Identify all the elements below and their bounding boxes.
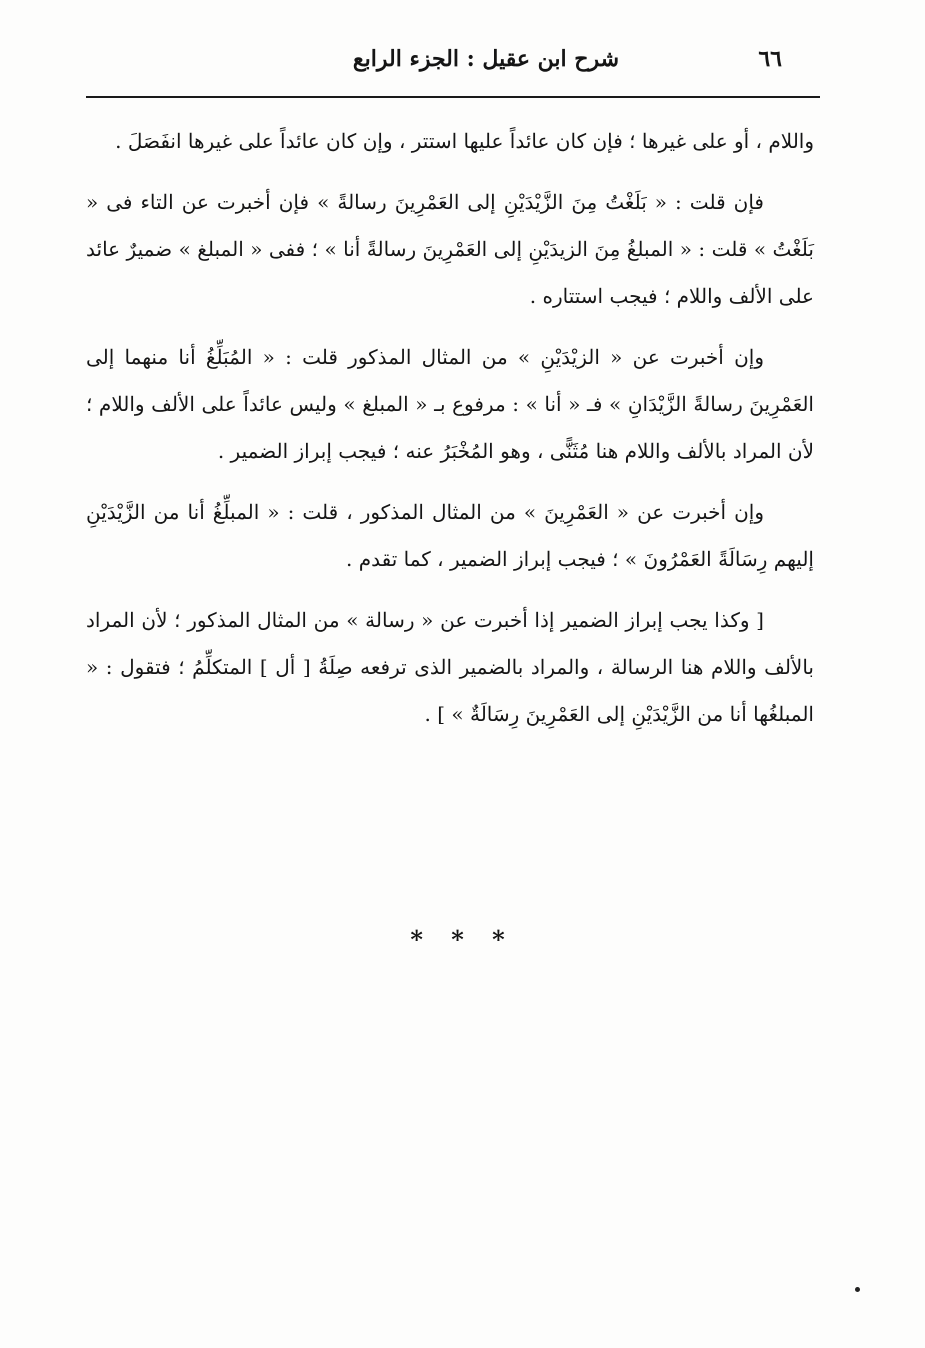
body-text	[86, 118, 814, 752]
running-title: شرح ابن عقيل : الجزء الرابع	[352, 46, 620, 72]
paragraph-2: فإن قلت : « بَلَغْتُ مِنَ الزَّيْدَيْنِ إلى العَمْرِينَ رسالةً » فإن أخبرت عن التاء فى « بَلَغْتُ » قلت : « المبلغُ مِنَ الزيدَيْنِ إلى العَمْرِينَ رسالةً أنا » ؛ ففى « المبلغ » ضميرٌ عائد على الألف واللام ؛ فيجب استتاره .	[86, 190, 814, 308]
paragraph-4: وإن أخبرت عن « العَمْرِينَ » من المثال المذكور ، قلت : « المبلِّغُ أنا من الزَّيْدَيْنِ إليهم رِسَالَةً العَمْرُونَ » ؛ فيجب إبراز الضمير ، كما تقدم .	[86, 500, 814, 571]
paragraph-5: [ وكذا يجب إبراز الضمير إذا أخبرت عن « رسالة » من المثال المذكور ؛ لأن المراد بالألف واللام هنا الرسالة ، والمراد بالضمير الذى ترفعه صِلَةُ [ أل ] المتكلِّمُ ؛ فتقول : « المبلغُها أنا من الزَّيْدَيْنِ إلى العَمْرِينَ رِسَالَةٌ » ] .	[86, 608, 814, 726]
scan-speck	[855, 1287, 860, 1292]
paragraph-3: وإن أخبرت عن « الزيْدَيْنِ » من المثال المذكور قلت : « المُبَلِّغُ أنا منهما إلى العَمْرِينَ رسالةً الزَّيْدَانِ » فـ « أنا » : مرفوع بـ « المبلغ » وليس عائداً على الألف واللام ؛ لأن المراد بالألف واللام هنا مُثَنًّى ، وهو المُخْبَرُ عنه ؛ فيجب إبراز الضمير .	[86, 345, 814, 463]
page-number: ٦٦	[758, 46, 782, 72]
paragraph-1: واللام ، أو على غيرها ؛ فإن كان عائداً عليها استتر ، وإن كان عائداً على غيرها انفَصَلَ .	[115, 129, 814, 153]
section-separator: * * *	[410, 925, 515, 954]
page-header	[86, 40, 820, 98]
